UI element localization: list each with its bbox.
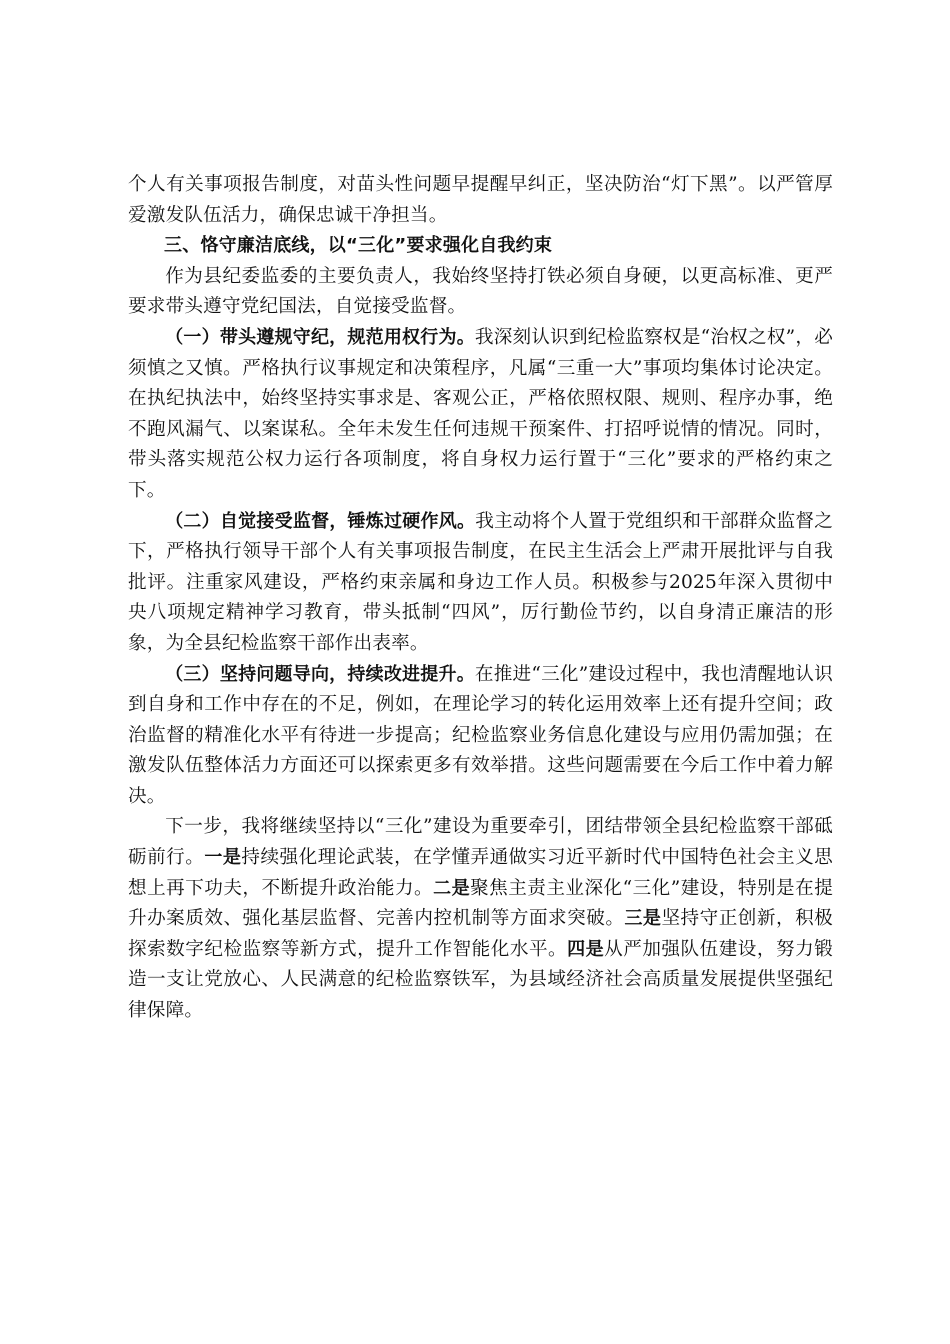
closing-text-2: 聚焦主责主业深化“三化”建设，特别是在提升办案质效、强化基层监督、完善内控机制等方面求突破。 [128,877,833,930]
closing-keyword-2: 二是 [433,877,471,899]
subsection-2-title: （二）自觉接受监督，锤炼过硬作风。 [165,510,476,532]
closing-paragraph [128,812,833,1026]
document-body [128,170,833,1027]
closing-intro: 下一步，我将继续坚持以“三化”建设为重要牵引，团结带领全县纪检监察干部砥砺前行。 [128,816,833,869]
subsection-1-body: 我深刻认识到纪检监察权是“治权之权”，必须慎之又慎。严格执行议事规定和决策程序，凡属“三重一大”事项均集体讨论决定。在执纪执法中，始终坚持实事求是、客观公正，严格依照权限、规则、程序办事，绝不跑风漏气、以案谋私。全年未发生任何违规干预案件、打招呼说情的情况。同时，带头落实规范公权力运行各项制度，将自身权力运行置于“三化”要求的严格约束之下。 [128,326,833,501]
paragraph-intro: 作为县纪委监委的主要负责人，我始终坚持打铁必须自身硬，以更高标准、更严要求带头遵守党纪国法，自觉接受监督。 [128,265,833,318]
subsection-1 [128,323,833,507]
subsection-3-title: （三）坚持问题导向，持续改进提升。 [165,663,475,685]
subsection-1-title: （一）带头遵规守纪，规范用权行为。 [165,326,475,348]
closing-text-4: 从严加强队伍建设，努力锻造一支让党放心、人民满意的纪检监察铁军，为县域经济社会高质量发展提供坚强纪律保障。 [128,938,833,1022]
subsection-3 [128,660,833,813]
subsection-3-body: 在推进“三化”建设过程中，我也清醒地认识到自身和工作中存在的不足，例如，在理论学习的转化运用效率上还有提升空间；政治监督的精准化水平有待进一步提高；纪检监察业务信息化建设与应用仍需加强；在激发队伍整体活力方面还可以探索更多有效举措。这些问题需要在今后工作中着力解决。 [128,663,833,807]
closing-keyword-4: 四是 [567,938,605,960]
closing-keyword-1: 一是 [204,847,242,869]
closing-keyword-3: 三是 [624,908,662,930]
subsection-2-body: 我主动将个人置于党组织和干部群众监督之下，严格执行领导干部个人有关事项报告制度，在民主生活会上严肃开展批评与自我批评。注重家风建设，严格约束亲属和身边工作人员。积极参与2025年深入贯彻中央八项规定精神学习教育，带头抵制“四风”，厉行勤俭节约，以自身清正廉洁的形象，为全县纪检监察干部作出表率。 [128,510,833,654]
closing-text-1: 持续强化理论武装，在学懂弄通做实习近平新时代中国特色社会主义思想上再下功夫，不断提升政治能力。 [128,847,833,899]
closing-text-3: 坚持守正创新，积极探索数字纪检监察等新方式，提升工作智能化水平。 [128,908,833,960]
paragraph-continuation: 个人有关事项报告制度，对苗头性问题早提醒早纠正，坚决防治“灯下黑”。以严管厚爱激发队伍活力，确保忠诚干净担当。 [128,174,833,226]
section-heading-3: 三、恪守廉洁底线，以“三化”要求强化自我约束 [164,235,553,257]
subsection-2 [128,507,833,660]
